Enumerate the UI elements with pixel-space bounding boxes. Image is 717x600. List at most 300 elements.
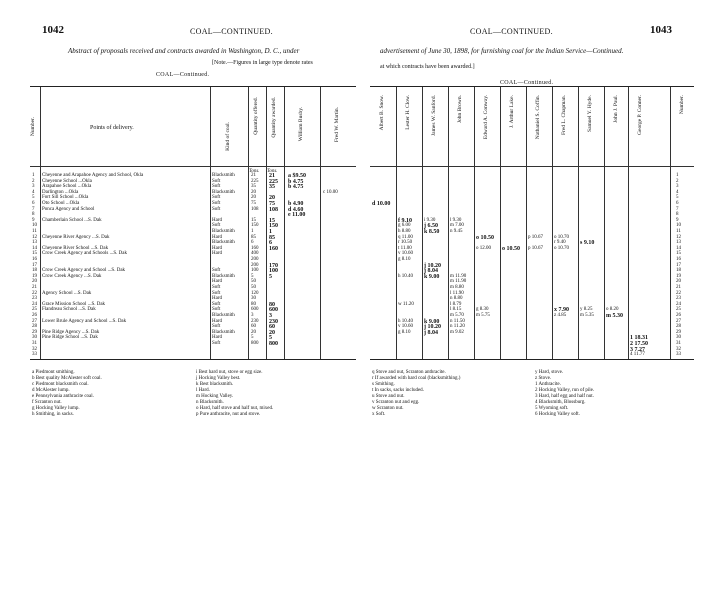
right-bid-entry: w 11.20 (398, 301, 414, 307)
left-row-number: 19 (32, 273, 37, 279)
left-col-rule (40, 87, 41, 359)
right-bid-entry: l 11.90 (450, 290, 464, 296)
left-col-rule (210, 87, 211, 359)
left-qty-awarded: 35 (269, 184, 275, 191)
footnote: y Hard, stove. (535, 370, 564, 375)
left-delivery-point: Oto School ...Okla (42, 201, 80, 206)
right-bid-entry: m 5.30 (606, 313, 623, 319)
right-row-number: 16 (676, 257, 681, 262)
left-delivery-point: Cheyenne River Agency ...S. Dak (42, 234, 110, 240)
right-bid-entry: j 8.04 (424, 268, 438, 275)
left-title: Abstract of proposals received and contracts awarded in Washington, D. C., under (68, 47, 300, 55)
footnote: b Best quality McAlester soft coal. (32, 376, 102, 381)
left-delivery-point: Arapahoe School ...Okla (42, 184, 92, 190)
right-bid-entry: n 8.80 (450, 296, 463, 302)
right-bid-entry: n 11.20 (450, 324, 465, 330)
left-row-number: 28 (32, 324, 37, 330)
left-coal-kind: Hard (212, 251, 222, 257)
right-bid-entry: r 10.50 (398, 240, 413, 246)
left-coal-kind: Hard (212, 245, 222, 251)
left-coal-kind: Blacksmith (212, 240, 235, 246)
right-col-rule (448, 87, 449, 359)
left-qty-awarded: 21 (269, 173, 275, 179)
right-bid-entry: l 9.30 (450, 217, 462, 223)
right-row-number: 30 (676, 335, 681, 341)
left-header-kind: Kind of coal. (225, 122, 231, 151)
right-col-header: Number. (679, 95, 685, 115)
right-bid-entry: o 12.00 (476, 245, 491, 251)
left-qty-offered: 3 (251, 313, 254, 318)
right-bid-entry: z 4.85 (554, 313, 567, 318)
footnote: 6 Hocking Valley soft. (535, 412, 580, 417)
right-row-number: 26 (676, 313, 681, 318)
left-header-qty-offered: Quantity offered. (253, 97, 259, 135)
left-qty-awarded: 1 (269, 229, 272, 235)
left-coal-kind: Soft (212, 307, 221, 313)
left-section-title: COAL—Continued. (156, 72, 210, 78)
right-bid-entry: v 10.60 (398, 324, 413, 330)
right-bid-entry: h 8.80 (398, 229, 411, 234)
left-coal-kind: Soft (212, 324, 221, 330)
right-row-number: 4 (676, 189, 679, 195)
left-running-head: COAL—CONTINUED. (190, 27, 273, 36)
footnote: 1 Anthracite. (535, 382, 561, 387)
left-busby-bid: a $9.50 (288, 173, 306, 179)
left-qty-awarded: 225 (269, 178, 278, 185)
left-row-number: 32 (32, 346, 37, 352)
footnote: k Best blacksmith. (196, 382, 234, 387)
left-qty-awarded: 3 (269, 313, 272, 319)
left-delivery-point: Agency School ...S. Dak (42, 290, 92, 296)
left-row-number: 24 (32, 301, 37, 307)
right-title: advertisement of June 30, 1898, for furnishing coal for the Indian Service—Continued. (380, 47, 624, 55)
left-header-busby: William Busby. (298, 107, 304, 142)
left-note: [Note.—Figures in large type denote rates (212, 60, 313, 66)
left-qty-awarded: 6 (269, 240, 272, 247)
left-coal-kind: Blacksmith (212, 173, 235, 178)
right-row-number: 27 (676, 318, 681, 324)
left-delivery-point: Grace Mission School ...S. Dak (42, 301, 106, 307)
footnote: x Soft. (372, 412, 386, 417)
right-col-rule (474, 87, 475, 359)
right-col-rule (526, 87, 527, 359)
right-col-header: Samuel Y. Hyde. (587, 95, 593, 132)
right-header-rule (370, 166, 694, 167)
left-qty-offered: 100 (251, 268, 259, 274)
left-row-number: 1 (32, 173, 35, 178)
right-bid-entry: g 8.10 (398, 329, 411, 335)
left-row-number: 7 (32, 206, 35, 212)
right-bid-entry: q 11.00 (398, 234, 413, 240)
left-qty-awarded: 600 (269, 307, 278, 314)
left-delivery-point: Cheyenne School ...Okla (42, 178, 92, 184)
footnote: v Scranton nut and egg. (372, 400, 420, 405)
footnote: p Pure anthracite, nut and stove. (196, 412, 261, 417)
left-qty-offered: 200 (251, 257, 259, 262)
left-coal-kind: Blacksmith (212, 313, 235, 318)
left-qty-offered: 150 (251, 223, 259, 229)
right-bid-entry: o 10.70 (554, 245, 569, 251)
right-col-rule (552, 87, 553, 359)
left-header-number: Number. (30, 117, 36, 137)
left-row-number: 18 (32, 268, 37, 274)
left-row-number: 31 (32, 341, 37, 346)
left-qty-awarded: 60 (269, 324, 275, 331)
left-qty-offered: 800 (251, 341, 259, 346)
left-coal-kind: Hard (212, 279, 222, 285)
left-busby-bid: b 4.90 (288, 201, 304, 207)
right-row-number: 33 (676, 352, 681, 358)
left-qty-offered: 50 (251, 285, 256, 290)
footnote: o Hard, half stove and half nut, mixed. (196, 406, 274, 411)
footnote: 3 Hard, half egg and half nut. (535, 394, 594, 399)
left-delivery-point: Pine Ridge Agency ...S. Dak (42, 329, 100, 335)
left-qty-awarded: 15 (269, 217, 275, 224)
footnote: z Stove. (535, 376, 552, 381)
left-row-number: 33 (32, 352, 37, 358)
right-col-header: John Brown. (457, 95, 463, 124)
right-col-header: J. Arthur Lake. (509, 95, 515, 128)
left-row-number: 3 (32, 184, 35, 190)
footnote: q Stove and nut, Scranton anthracite. (372, 370, 446, 375)
right-col-header: John J. Paul. (613, 95, 619, 123)
right-row-number: 13 (676, 240, 681, 246)
right-bid-entry: 1 18.31 (630, 335, 648, 342)
left-qty-awarded: 800 (269, 341, 278, 347)
left-row-number: 14 (32, 245, 37, 251)
left-coal-kind: Blacksmith (212, 189, 235, 195)
left-qty-offered: 200 (251, 262, 259, 268)
right-col-header: James W. Sanford. (431, 95, 437, 136)
left-footnotes-b (196, 370, 273, 418)
left-delivery-point: Darlington ...Okla (42, 189, 79, 195)
right-bid-entry: k 9.00 (424, 318, 440, 325)
left-delivery-point: Ponca Agency and School (42, 206, 95, 212)
left-coal-kind: Soft (212, 223, 221, 229)
left-qty-offered: 80 (251, 301, 256, 307)
left-row-number: 21 (32, 285, 37, 290)
left-qty-offered: 85 (251, 234, 256, 240)
right-col-rule (628, 87, 629, 359)
right-bid-entry: m 11.90 (450, 279, 467, 285)
right-bid-entry: j 10.20 (424, 324, 441, 331)
left-qty-awarded: 230 (269, 318, 278, 325)
right-row-number: 9 (676, 217, 679, 223)
left-qty-offered: 5 (251, 273, 254, 279)
left-coal-kind: Soft (212, 195, 221, 201)
footnote: w Scranton nut. (372, 406, 404, 411)
left-qty-offered: 160 (251, 245, 259, 251)
left-coal-kind: Soft (212, 301, 221, 307)
left-qty-offered: 108 (251, 206, 259, 212)
left-coal-kind: Soft (212, 201, 221, 206)
left-qty-offered: 600 (251, 307, 259, 313)
footnote: e Pennsylvania anthracite coal. (32, 394, 94, 399)
right-bid-entry: k 9.00 (424, 273, 440, 280)
left-row-number: 16 (32, 257, 37, 262)
right-row-number: 5 (676, 195, 679, 201)
left-qty-awarded: 20 (269, 195, 275, 202)
left-qty-offered: 60 (251, 324, 256, 330)
right-bid-entry: g 6.00 (398, 223, 411, 229)
left-table (30, 86, 356, 360)
footnote: f Scranton nut. (32, 400, 62, 405)
left-coal-kind: Soft (212, 184, 221, 190)
right-bid-entry: m 5.70 (450, 313, 464, 318)
left-delivery-point: Crow Creek Agency and School ...S. Dak (42, 268, 126, 274)
left-row-number: 17 (32, 262, 37, 268)
right-bid-entry: g 8.30 (476, 307, 489, 313)
left-qty-offered: 30 (251, 296, 256, 302)
left-coal-kind: Hard (212, 217, 222, 223)
right-col-rule (670, 87, 671, 359)
right-col-header: Lester H. Clow. (405, 95, 411, 130)
left-coal-kind: Soft (212, 290, 221, 296)
right-row-number: 28 (676, 324, 681, 330)
left-coal-kind: Soft (212, 341, 221, 346)
left-row-number: 23 (32, 296, 37, 302)
footnote: 4 Blacksmith, Blossburg. (535, 400, 586, 405)
footnote: 5 Wyoming soft. (535, 406, 569, 411)
left-qty-offered: 225 (251, 178, 259, 184)
right-running-head: COAL—CONTINUED. (470, 27, 553, 36)
left-qty-awarded: 160 (269, 245, 278, 252)
left-header-qty-awarded: Quantity awarded. (271, 97, 277, 138)
left-row-number: 12 (32, 234, 37, 240)
right-col-rule (604, 87, 605, 359)
right-row-number: 21 (676, 285, 681, 290)
right-row-number: 17 (676, 262, 681, 268)
right-row-number: 3 (676, 184, 679, 190)
right-row-number: 15 (676, 251, 681, 257)
footnote: r If awarded with hard coal (blacksmithing.) (372, 376, 461, 381)
left-row-number: 27 (32, 318, 37, 324)
left-row-number: 20 (32, 279, 37, 285)
right-row-number: 24 (676, 301, 681, 307)
left-col-rule (248, 87, 249, 359)
footnote: h Smithing, in sacks. (32, 412, 74, 417)
right-bid-entry: f 9.10 (398, 217, 412, 224)
right-row-number: 8 (676, 212, 679, 218)
left-delivery-point: Lower Brule Agency and School ...S. Dak (42, 318, 127, 324)
right-bid-entry: l 8.79 (450, 301, 462, 307)
left-row-number: 8 (32, 212, 35, 218)
footnote: a Piedmont smithing. (32, 370, 75, 375)
right-col-header: George P. Conner. (637, 95, 643, 135)
left-unit-awarded: Tons. (267, 169, 278, 174)
footnote: t In sacks, sacks included. (372, 388, 424, 393)
left-coal-kind: Soft (212, 206, 221, 212)
right-footnotes-a (372, 370, 460, 418)
right-row-number: 11 (676, 229, 681, 234)
left-unit-offered: Tons. (249, 169, 260, 174)
left-row-number: 15 (32, 251, 37, 257)
left-qty-awarded: 75 (269, 201, 275, 207)
left-qty-awarded: 100 (269, 268, 278, 275)
footnote: j Hocking Valley best. (196, 376, 241, 381)
right-col-rule (396, 87, 397, 359)
right-row-number: 14 (676, 245, 681, 251)
right-bid-entry: p 10.67 (528, 245, 543, 251)
right-bid-entry: m 5.75 (476, 313, 490, 318)
left-row-number: 6 (32, 201, 35, 206)
right-row-number: 22 (676, 290, 681, 296)
left-qty-awarded: 5 (269, 335, 272, 342)
right-bid-entry: x 7.90 (554, 307, 569, 314)
left-qty-offered: 20 (251, 195, 256, 201)
left-qty-awarded: 20 (269, 329, 275, 336)
right-bid-entry: v 10.60 (398, 251, 413, 257)
right-row-number: 31 (676, 341, 681, 346)
left-qty-awarded: 5 (269, 273, 272, 280)
left-qty-offered: 120 (251, 290, 259, 296)
left-coal-kind: Blacksmith (212, 329, 235, 335)
right-row-number: 12 (676, 234, 681, 240)
left-busby-bid: b 4.75 (288, 178, 304, 185)
right-bid-entry: o 10.50 (502, 245, 520, 252)
left-row-number: 26 (32, 313, 37, 318)
right-col-header: Fred L. Chapman. (561, 95, 567, 136)
right-bid-entry: h 10.40 (398, 318, 413, 324)
left-delivery-point: Cheyenne River School ...S. Dak (42, 245, 109, 251)
left-busby-bid: b 4.75 (288, 184, 304, 191)
left-delivery-point: Cheyenne and Arapahoe Agency and School, Okla (42, 173, 144, 178)
right-bid-entry: s 9.10 (580, 240, 595, 247)
left-coal-kind: Hard (212, 234, 222, 240)
right-bid-entry: h 10.40 (398, 273, 413, 279)
right-bid-entry: d 10.00 (372, 201, 391, 207)
left-coal-kind: Hard (212, 296, 222, 302)
right-row-number: 10 (676, 223, 681, 229)
left-delivery-point: Chamberlain School ...S. Dak (42, 217, 102, 223)
right-row-number: 1 (676, 173, 679, 178)
left-delivery-point: Fort Sill School ...Okla (42, 195, 89, 201)
left-qty-awarded: 150 (269, 223, 278, 230)
left-coal-kind: Soft (212, 268, 221, 274)
right-bid-entry: j 8.04 (424, 329, 438, 336)
right-bid-entry: o 8.20 (606, 307, 619, 313)
right-bid-entry: m 5.35 (580, 313, 594, 318)
left-delivery-point: Crow Creek Agency and Schools ...S. Dak (42, 251, 127, 257)
right-row-number: 25 (676, 307, 681, 313)
right-bid-entry: m 8.80 (450, 285, 464, 290)
left-col-rule (320, 87, 321, 359)
left-qty-awarded: 80 (269, 301, 275, 308)
left-row-number: 11 (32, 229, 37, 234)
right-col-rule (500, 87, 501, 359)
right-row-number: 19 (676, 273, 681, 279)
left-col-rule (284, 87, 285, 359)
right-bid-entry: n 11.50 (450, 318, 465, 324)
left-martin-bid: c 10.00 (323, 189, 338, 195)
right-note: at which contracts have been awarded.] (380, 64, 475, 70)
left-row-number: 25 (32, 307, 37, 313)
footnote: m Hocking Valley. (196, 394, 234, 399)
right-bid-entry: m 11.90 (450, 273, 467, 279)
right-bid-entry: t 11.00 (398, 245, 412, 251)
left-qty-offered: 5 (251, 335, 254, 341)
left-coal-kind: Soft (212, 285, 221, 290)
left-qty-offered: 75 (251, 201, 256, 206)
right-bid-entry: k 8.50 (424, 229, 440, 235)
right-section-title: COAL—Continued. (500, 80, 554, 86)
right-bid-entry: i 9.30 (424, 217, 436, 223)
left-qty-offered: 230 (251, 318, 259, 324)
right-bid-entry: g 8.10 (398, 257, 411, 262)
left-delivery-point: Flandreau School ...S. Dak (42, 307, 96, 313)
right-bid-entry: j 6.50 (424, 223, 438, 230)
left-row-number: 5 (32, 195, 35, 201)
left-col-rule (266, 87, 267, 359)
left-page-number: 1042 (42, 24, 64, 36)
right-bid-entry: o 10.50 (476, 234, 494, 241)
right-bid-entry: y 8.25 (580, 307, 593, 313)
left-row-number: 22 (32, 290, 37, 296)
left-busby-bid: e 11.00 (288, 212, 306, 219)
left-qty-offered: 50 (251, 279, 256, 285)
right-row-number: 29 (676, 329, 681, 335)
left-qty-offered: 20 (251, 329, 256, 335)
right-row-number: 32 (676, 346, 681, 352)
right-col-header: Nathaniel S. Coffin. (535, 95, 541, 140)
right-row-number: 20 (676, 279, 681, 285)
right-col-header: Albert B. Snow. (379, 95, 385, 131)
left-row-number: 2 (32, 178, 35, 184)
right-bid-entry: r 9.40 (554, 240, 566, 246)
left-row-number: 29 (32, 329, 37, 335)
left-qty-offered: 15 (251, 217, 256, 223)
left-coal-kind: Hard (212, 318, 222, 324)
right-col-rule (578, 87, 579, 359)
right-row-number: 6 (676, 201, 679, 206)
right-table (370, 86, 694, 360)
left-busby-bid: d 4.60 (288, 206, 304, 213)
right-bid-entry: 4 11.77 (630, 352, 645, 358)
left-header-rule (30, 166, 356, 167)
right-bid-entry: 2 17.50 (630, 341, 648, 347)
right-bid-entry: m 9.02 (450, 329, 464, 335)
right-bid-entry: p 10.67 (528, 234, 543, 240)
right-col-rule (422, 87, 423, 359)
right-bid-entry: 3 7.27 (630, 346, 645, 353)
left-qty-awarded: 108 (269, 206, 278, 213)
footnote: i Best hard nut, stove or egg size. (196, 370, 263, 375)
footnote: g Hocking Valley lump. (32, 406, 80, 411)
left-delivery-point: Crow Creek Agency ...S. Dak (42, 273, 102, 279)
left-qty-offered: 400 (251, 251, 259, 257)
right-row-number: 7 (676, 206, 679, 212)
left-qty-offered: 35 (251, 184, 256, 190)
footnote: d McAlester lump. (32, 388, 70, 393)
left-delivery-point: Pine Ridge School ...S. Dak (42, 335, 98, 341)
footnote: 2 Hocking Valley, run of pile. (535, 388, 595, 393)
left-row-number: 4 (32, 189, 35, 195)
right-bid-entry: l 8.15 (450, 307, 462, 313)
left-qty-offered: 1 (251, 229, 254, 234)
left-qty-offered: 21 (251, 173, 256, 178)
left-row-number: 30 (32, 335, 37, 341)
right-bid-entry: m 7.00 (450, 223, 464, 229)
left-header-martin: Fred W. Martin. (334, 107, 340, 143)
left-footnotes-a (32, 370, 102, 418)
footnote: l Hard. (196, 388, 210, 393)
right-row-number: 23 (676, 296, 681, 302)
footnote: s Smithing. (372, 382, 395, 387)
right-bid-entry: j 10.20 (424, 262, 441, 269)
footnote: u Stove and nut. (372, 394, 405, 399)
left-qty-offered: 20 (251, 189, 256, 195)
left-coal-kind: Blacksmith (212, 229, 235, 234)
